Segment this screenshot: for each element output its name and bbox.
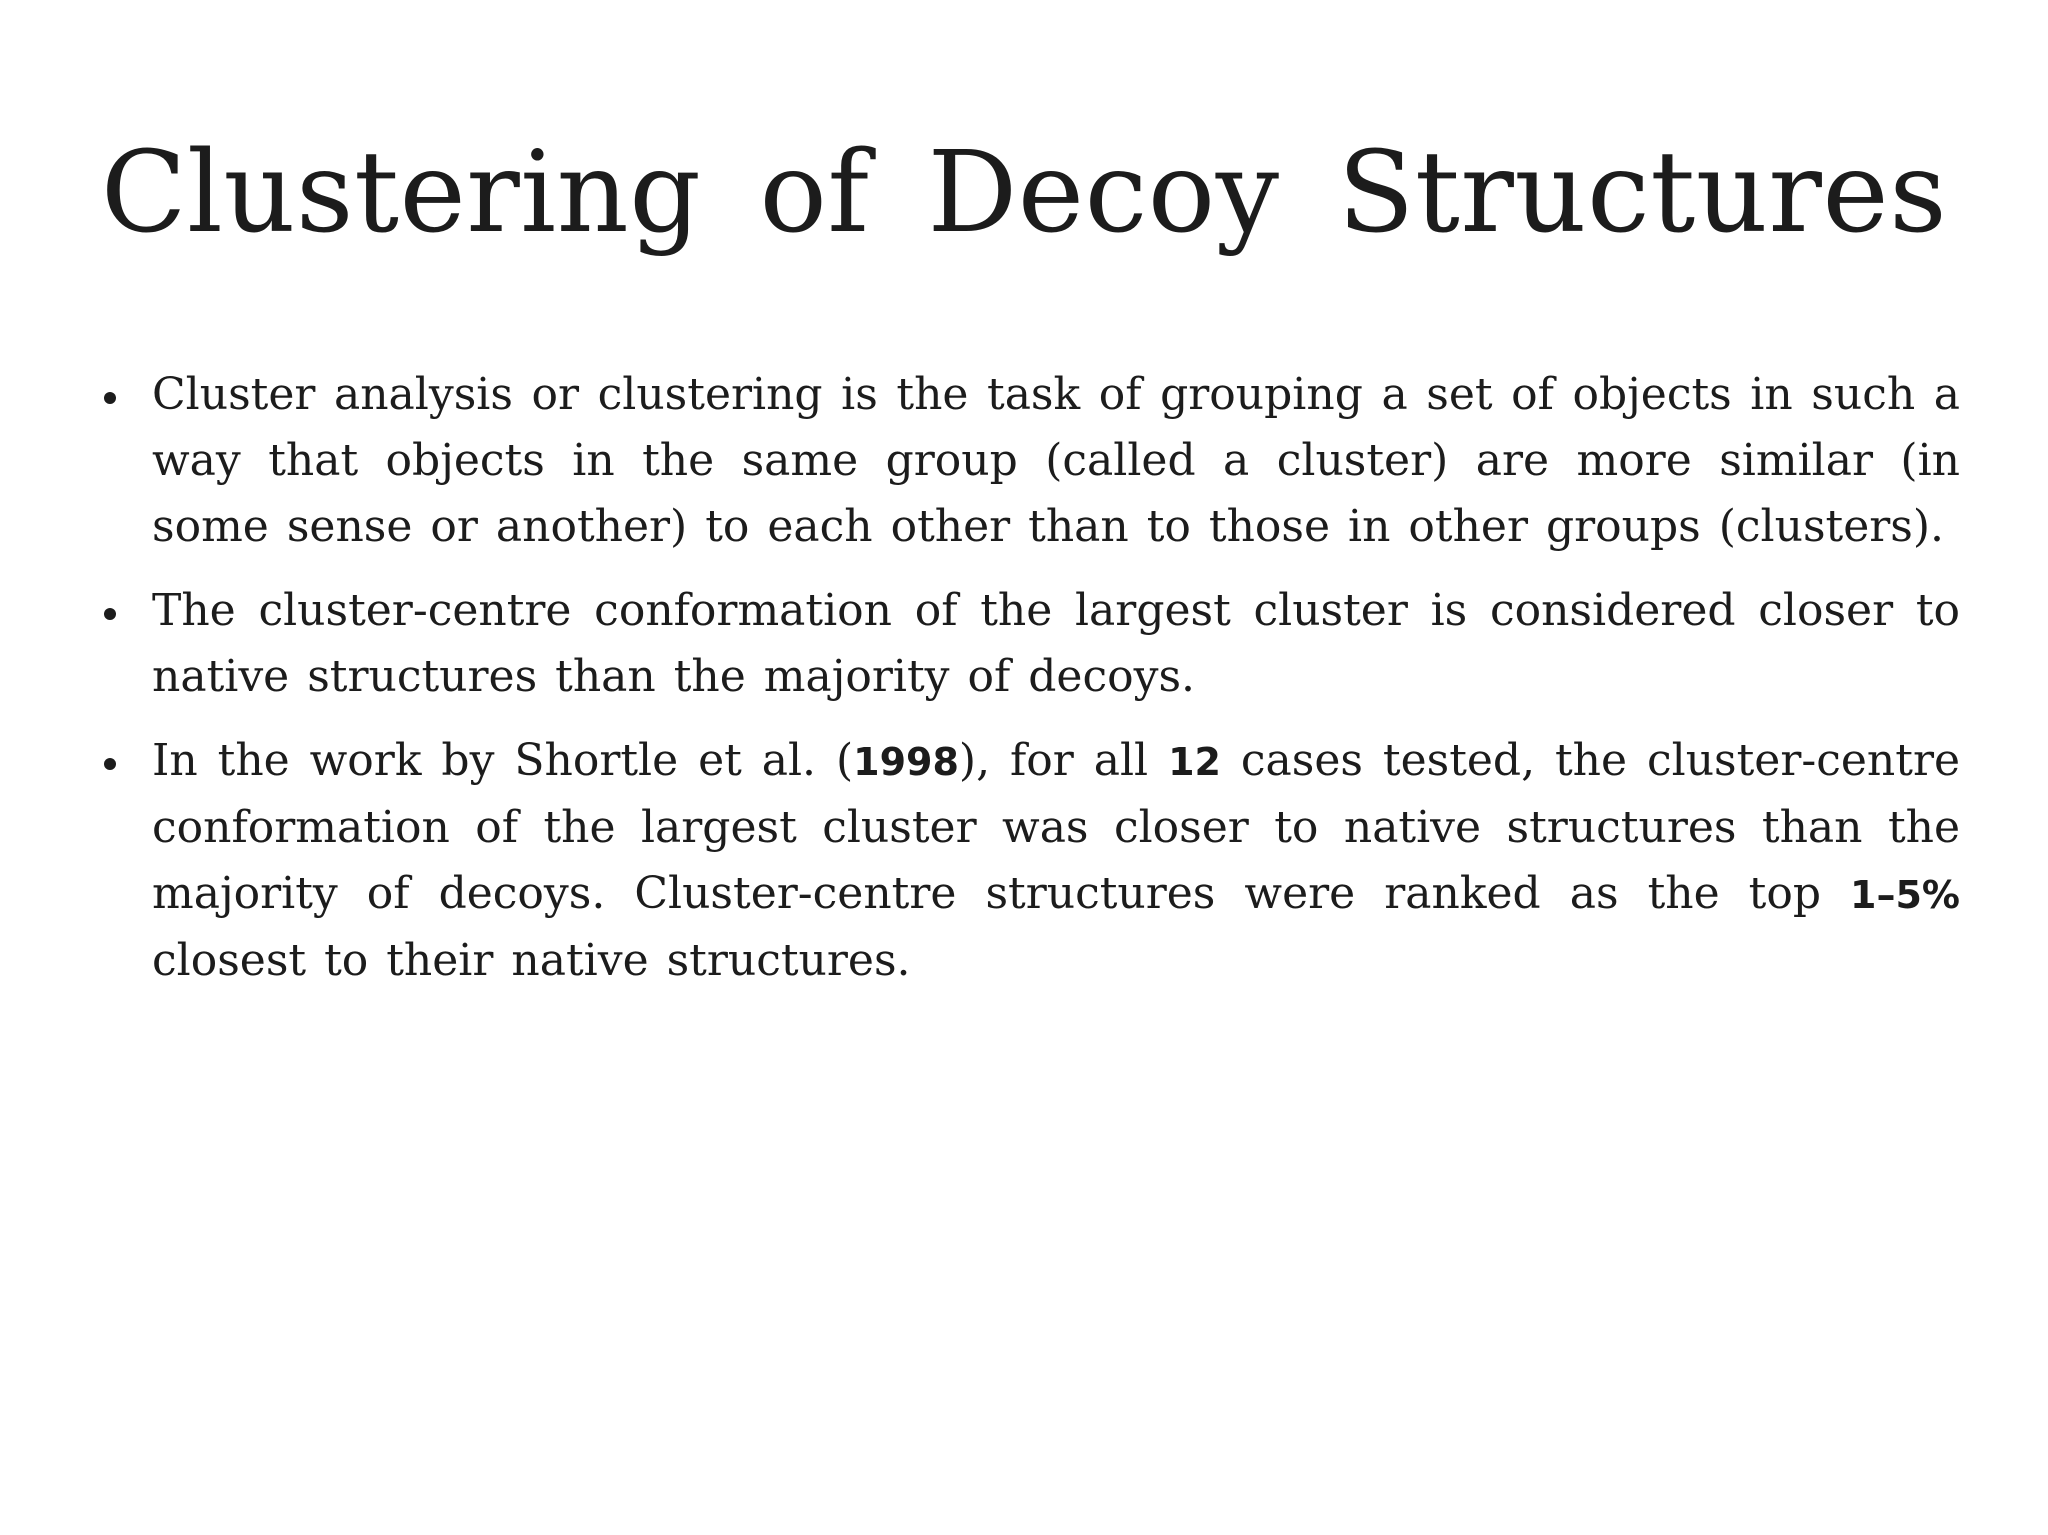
bullet-item-3 (100, 728, 1960, 994)
bullet-item-2 (100, 578, 1960, 710)
bullet-text-part: ), for all (958, 735, 1169, 786)
bullet-text: Cluster analysis or clustering is the task of grouping a set of objects in such a way that objects in the same group (called a cluster) are more similar (in some sense or another) to each other than to those in other groups (clusters). (152, 369, 1960, 552)
bullet-icon (104, 392, 116, 404)
bullet-text-part: closest to their native structures. (152, 935, 911, 986)
slide-title: Clustering of Decoy Structures (100, 128, 1948, 258)
bullet-text-part: In the work by Shortle et al. ( (152, 735, 854, 786)
bullet-text: The cluster-centre conformation of the largest cluster is considered closer to native structures than the majority of decoys. (152, 585, 1960, 702)
citation-year: 1998 (853, 740, 959, 784)
bullet-icon (104, 758, 116, 770)
rank-range: 1–5% (1850, 873, 1960, 917)
bullet-icon (104, 608, 116, 620)
bullet-list (100, 362, 1960, 1012)
bullet-text-part: cases tested, the cluster-centre conformation of the largest cluster was closer to native structures than the majority of decoys. Cluster-centre structures were ranked as the top (152, 735, 1961, 919)
case-count: 12 (1168, 740, 1221, 784)
bullet-item-1 (100, 362, 1960, 560)
